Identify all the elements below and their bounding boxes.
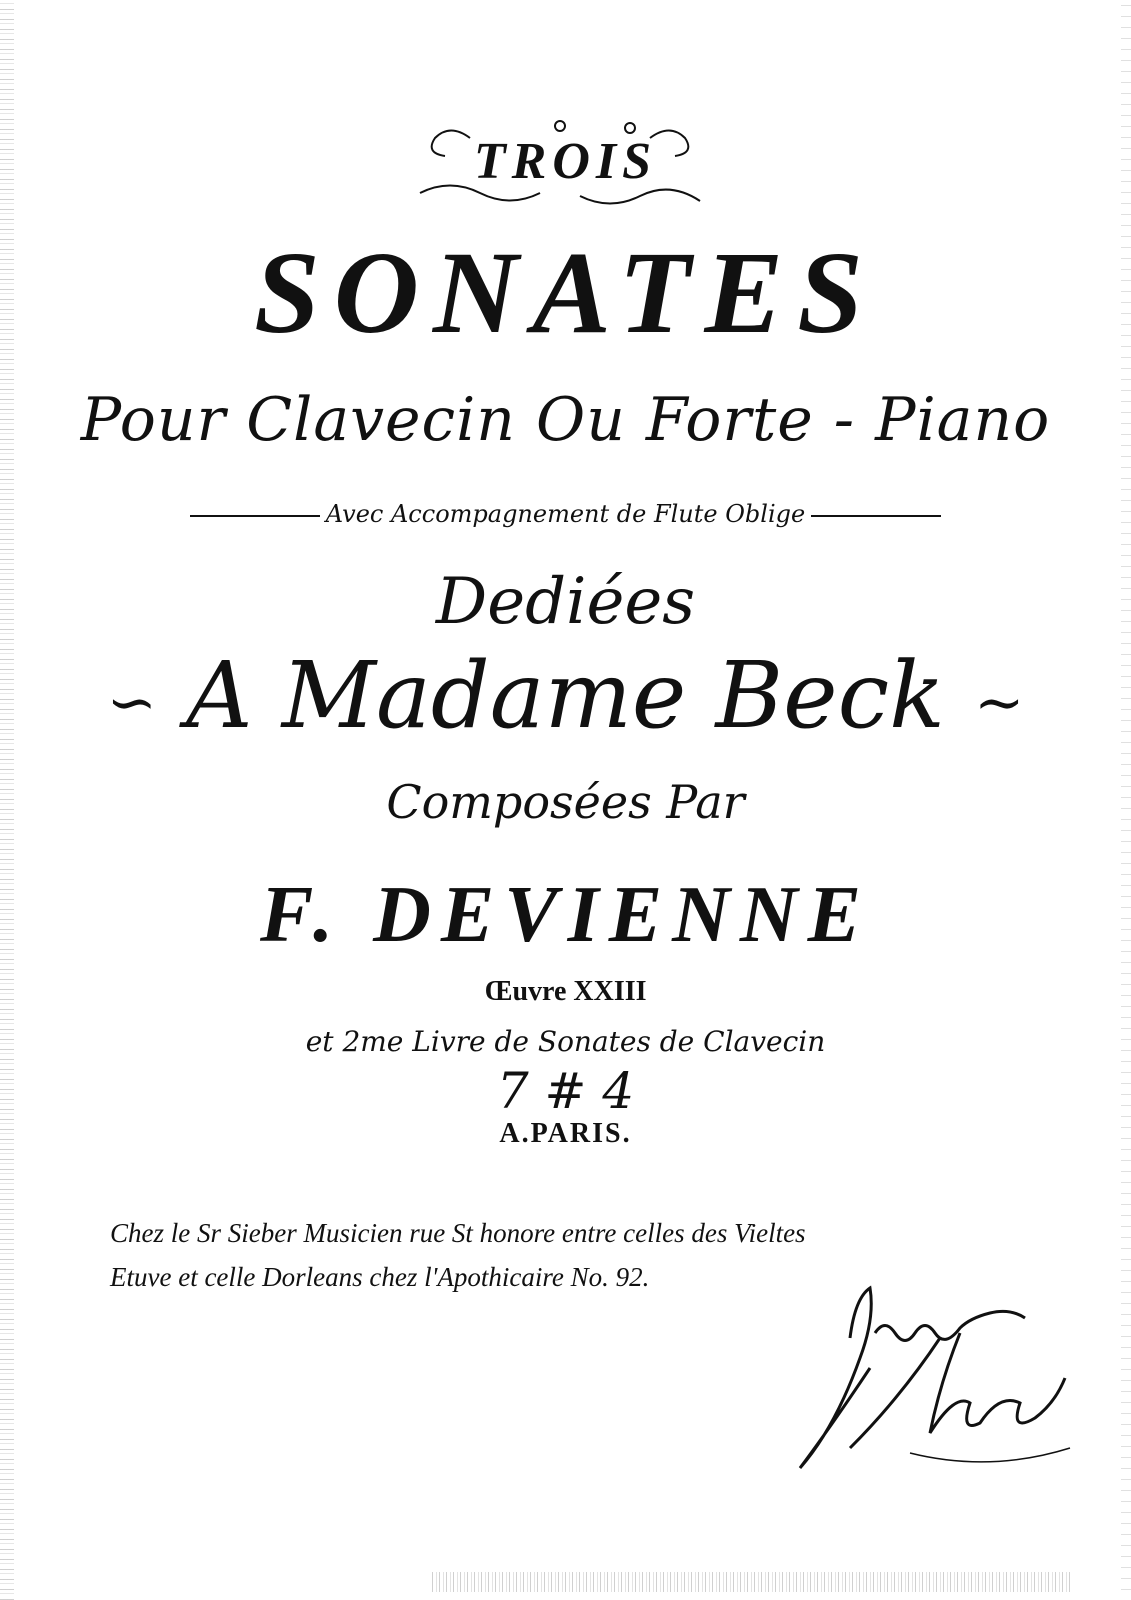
- opus-number: Œuvre XXIII: [484, 976, 647, 1007]
- composer-name: F. DEVIENNE: [260, 871, 871, 959]
- left-rule: [190, 515, 320, 517]
- dedication-heading: Dediées: [435, 565, 696, 639]
- right-rule: [811, 515, 941, 517]
- dedicatee-row: [0, 642, 1131, 749]
- book-line: et 2me Livre de Sonates de Clavecin: [305, 1025, 826, 1058]
- composed-by: Composées Par: [386, 775, 745, 829]
- handwritten-number: 7 # 4: [496, 1062, 635, 1120]
- title-word-trois: TROIS: [473, 133, 658, 190]
- accompaniment-row: [0, 500, 1131, 528]
- right-flourish-icon: ∼: [974, 668, 1025, 739]
- left-flourish-icon: ∽: [106, 668, 157, 739]
- scan-edge-bottom: [430, 1572, 1070, 1592]
- instrument-line: Pour Clavecin Ou Forte - Piano: [80, 385, 1051, 455]
- publication-city: A.PARIS.: [499, 1118, 632, 1149]
- title-word-sonates: SONATES: [254, 227, 877, 358]
- dedicatee-name: A Madame Beck: [186, 642, 945, 749]
- publisher-line-2: Etuve et celle Dorleans chez l'Apothicaire No. 92.: [110, 1262, 650, 1292]
- publisher-signature: [790, 1278, 1080, 1478]
- accompaniment-text: Avec Accompagnement de Flute Oblige: [325, 500, 806, 528]
- publisher-line-1: Chez le Sr Sieber Musicien rue St honore entre celles des Vieltes: [110, 1218, 806, 1248]
